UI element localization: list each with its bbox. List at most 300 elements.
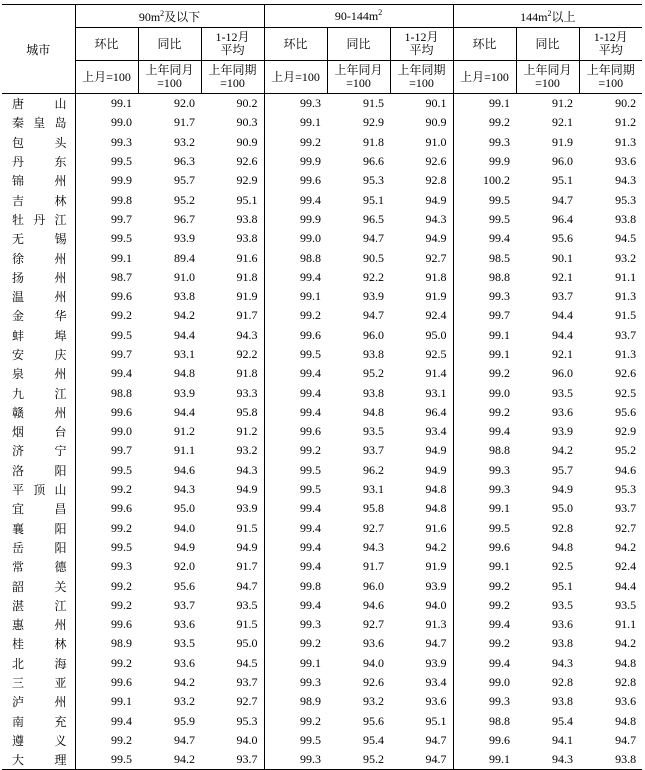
index-value: 95.1 [363, 192, 385, 207]
index-value: 99.2 [300, 134, 322, 149]
table-row [2, 731, 642, 750]
index-value: 93.4 [390, 422, 453, 441]
index-value: 99.5 [300, 462, 322, 477]
city-name: 蚌埠 [2, 326, 75, 345]
city-name: 安庆 [2, 345, 75, 364]
index-value: 99.1 [111, 250, 132, 265]
index-value: 95.6 [174, 578, 195, 593]
index-value: 99.5 [300, 482, 322, 497]
index-value: 94.0 [201, 731, 264, 750]
index-value: 95.4 [552, 713, 574, 728]
index-value: 98.8 [489, 443, 511, 458]
index-value: 99.1 [111, 96, 132, 111]
index-value: 93.6 [390, 692, 453, 711]
index-value: 92.2 [363, 269, 385, 284]
index-value: 93.6 [552, 617, 574, 632]
index-value: 99.2 [489, 597, 511, 612]
index-value: 99.4 [300, 501, 322, 516]
index-value: 91.3 [615, 347, 637, 361]
index-value: 94.2 [174, 308, 195, 323]
table-row [2, 113, 642, 132]
index-value: 93.5 [363, 424, 385, 439]
index-value: 91.2 [174, 424, 195, 439]
index-value: 92.9 [363, 115, 385, 130]
index-value: 98.7 [111, 269, 132, 284]
index-value: 93.8 [615, 211, 637, 226]
col-header-annual-avg: 1-12月 平均 [390, 28, 453, 61]
index-value: 92.5 [552, 559, 574, 574]
index-value: 96.0 [363, 578, 385, 593]
group-header-small: $90m^2$及以下 [75, 5, 264, 28]
index-value: 99.0 [111, 115, 132, 130]
table-row [2, 712, 642, 731]
index-value: 91.1 [615, 617, 637, 632]
index-value: 99.5 [111, 231, 132, 246]
index-value: 96.5 [363, 211, 385, 226]
city-name: 襄阳 [2, 519, 75, 538]
index-value: 94.2 [552, 443, 574, 458]
index-value: 99.6 [111, 617, 132, 632]
index-value: 91.2 [201, 422, 264, 441]
index-value: 99.4 [300, 366, 322, 381]
index-value: 99.3 [489, 462, 511, 477]
index-value: 91.4 [390, 364, 453, 383]
index-value: 95.2 [363, 366, 385, 381]
index-value: 93.2 [615, 250, 637, 265]
table-row [2, 538, 642, 557]
index-value: 99.6 [300, 327, 322, 342]
col-header-mom: 环比 [264, 28, 327, 61]
index-value: 94.3 [363, 539, 385, 554]
city-name: 惠州 [2, 615, 75, 634]
col-header-yoy: 同比 [138, 28, 201, 61]
index-value: 93.1 [174, 347, 195, 361]
index-value: 99.4 [300, 539, 322, 554]
index-value: 95.7 [552, 462, 574, 477]
index-value: 99.2 [111, 597, 132, 612]
city-name: 唐山 [2, 94, 75, 114]
index-value: 94.6 [615, 462, 637, 477]
index-value: 99.2 [111, 732, 132, 747]
index-value: 94.2 [390, 538, 453, 557]
table-row [2, 94, 642, 114]
index-value: 99.2 [489, 366, 511, 381]
index-value: 95.1 [201, 190, 264, 209]
index-value: 92.6 [363, 675, 385, 690]
city-name: 秦皇岛 [2, 113, 75, 132]
group-header-medium: $90-144m^2$ [264, 5, 453, 28]
index-value: 93.6 [552, 404, 574, 419]
index-value: 94.2 [174, 675, 195, 690]
index-value: 90.9 [201, 133, 264, 152]
index-value: 94.3 [390, 210, 453, 229]
index-value: 91.7 [201, 557, 264, 576]
index-value: 99.5 [300, 347, 322, 361]
index-value: 94.2 [615, 539, 637, 554]
index-value: 99.4 [300, 192, 322, 207]
index-value: 93.2 [174, 694, 195, 709]
index-value: 93.7 [174, 597, 195, 612]
index-value: 93.9 [390, 654, 453, 673]
index-value: 90.1 [390, 94, 453, 114]
index-value: 93.5 [174, 636, 195, 651]
index-value: 94.9 [390, 461, 453, 480]
city-name: 徐州 [2, 248, 75, 267]
index-value: 98.9 [300, 694, 322, 709]
index-value: 92.9 [201, 171, 264, 190]
table-row [2, 634, 642, 653]
city-name: 丹东 [2, 152, 75, 171]
index-value: 93.5 [201, 596, 264, 615]
table-row [2, 248, 642, 267]
index-value: 99.9 [111, 173, 132, 188]
index-value: 90.9 [390, 113, 453, 132]
index-value: 94.8 [615, 655, 637, 670]
table-row [2, 519, 642, 538]
base-header-same-period: 上年同期 =100 [390, 61, 453, 94]
index-value: 93.8 [363, 385, 385, 400]
index-value: 99.3 [300, 96, 322, 111]
index-value: 98.5 [489, 250, 511, 265]
col-header-annual-avg: 1-12月 平均 [201, 28, 264, 61]
index-value: 99.5 [111, 539, 132, 554]
index-value: 92.6 [390, 152, 453, 171]
index-value: 99.2 [111, 520, 132, 535]
index-value: 92.8 [552, 520, 574, 535]
index-value: 93.6 [363, 636, 385, 651]
index-value: 99.1 [453, 750, 516, 770]
index-value: 95.2 [615, 443, 637, 458]
index-value: 99.5 [111, 327, 132, 342]
index-value: 92.0 [174, 559, 195, 574]
index-value: 91.3 [390, 615, 453, 634]
index-value: 94.4 [174, 404, 195, 419]
index-value: 99.3 [489, 482, 511, 497]
index-value: 96.3 [174, 154, 195, 169]
city-name: 平顶山 [2, 480, 75, 499]
index-value: 93.6 [174, 655, 195, 670]
index-value: 91.0 [174, 269, 195, 284]
index-value: 91.9 [390, 557, 453, 576]
index-value: 92.9 [615, 424, 637, 439]
index-value: 92.4 [615, 559, 637, 574]
index-value: 94.9 [201, 538, 264, 557]
index-value: 94.8 [615, 713, 637, 728]
index-value: 99.4 [111, 713, 132, 728]
index-value: 93.8 [552, 694, 574, 709]
table-row [2, 576, 642, 595]
index-value: 99.1 [489, 501, 511, 516]
index-value: 99.0 [300, 231, 322, 246]
index-value: 99.9 [489, 154, 511, 169]
index-value: 99.0 [489, 385, 511, 400]
index-value: 91.9 [201, 287, 264, 306]
index-value: 95.0 [552, 501, 574, 516]
index-value: 99.5 [75, 750, 138, 770]
index-value: 95.9 [174, 713, 195, 728]
index-value: 91.2 [552, 96, 574, 111]
index-value: 93.9 [552, 424, 574, 439]
index-value: 99.4 [489, 655, 511, 670]
index-value: 95.6 [363, 713, 385, 728]
index-value: 91.8 [363, 134, 385, 149]
index-value: 99.5 [300, 732, 322, 747]
city-name: 韶关 [2, 576, 75, 595]
base-header-same-period: 上年同期 =100 [201, 61, 264, 94]
index-value: 91.6 [201, 248, 264, 267]
table-row [2, 692, 642, 711]
index-value: 94.9 [552, 482, 574, 497]
index-value: 93.9 [363, 289, 385, 304]
index-value: 94.7 [201, 576, 264, 595]
base-header-same-month: 上年同月 =100 [516, 61, 579, 94]
city-name: 大理 [2, 750, 75, 770]
index-value: 92.0 [174, 96, 195, 111]
index-value: 93.6 [174, 617, 195, 632]
index-value: 91.9 [390, 287, 453, 306]
index-value: 90.2 [615, 96, 637, 111]
index-value: 99.1 [300, 655, 322, 670]
index-value: 99.0 [489, 675, 511, 690]
table-row [2, 268, 642, 287]
city-name: 宜昌 [2, 499, 75, 518]
index-value: 95.0 [390, 326, 453, 345]
index-value: 99.1 [489, 96, 511, 111]
index-value: 91.5 [615, 308, 637, 323]
index-value: 91.1 [174, 443, 195, 458]
table-row [2, 654, 642, 673]
index-value: 94.0 [363, 655, 385, 670]
city-column-header: 城市 [2, 5, 75, 94]
index-value: 99.1 [489, 347, 511, 361]
index-value: 92.1 [552, 347, 574, 361]
index-value: 96.7 [174, 211, 195, 226]
city-name: 常德 [2, 557, 75, 576]
index-value: 99.3 [489, 134, 511, 149]
city-name: 包头 [2, 133, 75, 152]
city-name: 赣州 [2, 403, 75, 422]
table-row [2, 441, 642, 460]
index-value: 99.5 [489, 192, 511, 207]
index-value: 99.2 [111, 482, 132, 497]
index-value: 92.5 [390, 345, 453, 364]
base-header-same-month: 上年同月 =100 [138, 61, 201, 94]
index-value: 93.5 [552, 385, 574, 400]
index-value: 95.6 [552, 231, 574, 246]
index-value: 93.2 [201, 441, 264, 460]
index-value: 99.3 [111, 134, 132, 149]
index-value: 99.1 [111, 694, 132, 709]
index-value: 95.3 [615, 192, 637, 207]
index-value: 98.9 [111, 636, 132, 651]
index-value: 99.2 [300, 308, 322, 323]
index-value: 95.3 [615, 482, 637, 497]
city-name: 吉林 [2, 190, 75, 209]
index-value: 94.7 [615, 732, 637, 747]
city-name: 无锡 [2, 229, 75, 248]
base-header-prev-month: 上月=100 [453, 61, 516, 94]
city-name: 桂林 [2, 634, 75, 653]
base-header-same-period: 上年同期 =100 [579, 61, 642, 94]
index-value: 96.4 [552, 211, 574, 226]
index-value: 95.4 [363, 732, 385, 747]
index-value: 92.6 [201, 152, 264, 171]
index-value: 93.9 [201, 499, 264, 518]
index-value: 98.8 [489, 713, 511, 728]
index-value: 92.2 [201, 345, 264, 364]
table-row [2, 615, 642, 634]
index-value: 95.2 [327, 750, 390, 770]
index-value: 93.9 [174, 231, 195, 246]
city-name: 遵义 [2, 731, 75, 750]
index-value: 94.7 [390, 634, 453, 653]
index-value: 94.2 [138, 750, 201, 770]
table-row [2, 133, 642, 152]
index-value: 99.4 [300, 520, 322, 535]
index-value: 91.8 [201, 268, 264, 287]
index-value: 99.2 [489, 636, 511, 651]
index-value: 99.0 [111, 424, 132, 439]
col-header-yoy: 同比 [327, 28, 390, 61]
index-value: 89.4 [174, 250, 195, 265]
index-value: 94.7 [174, 732, 195, 747]
index-value: 94.3 [516, 750, 579, 770]
index-value: 95.6 [615, 404, 637, 419]
index-value: 93.8 [201, 229, 264, 248]
index-value: 99.3 [111, 559, 132, 574]
index-value: 99.2 [111, 578, 132, 593]
index-value: 99.7 [489, 308, 511, 323]
index-value: 99.4 [300, 269, 322, 284]
index-value: 92.6 [615, 366, 637, 381]
index-value: 94.5 [201, 654, 264, 673]
index-value: 99.3 [489, 289, 511, 304]
index-value: 99.6 [489, 539, 511, 554]
index-value: 99.1 [489, 327, 511, 342]
index-value: 93.8 [579, 750, 642, 770]
index-value: 92.8 [552, 675, 574, 690]
city-name: 湛江 [2, 596, 75, 615]
index-value: 99.2 [111, 655, 132, 670]
index-value: 94.4 [615, 578, 637, 593]
index-value: 95.8 [363, 501, 385, 516]
index-value: 99.4 [300, 404, 322, 419]
index-value: 90.3 [201, 113, 264, 132]
index-value: 95.3 [201, 712, 264, 731]
index-value: 95.0 [174, 501, 195, 516]
index-value: 91.2 [615, 115, 637, 130]
index-value: 91.8 [201, 364, 264, 383]
index-value: 96.2 [363, 462, 385, 477]
base-header-prev-month: 上月=100 [264, 61, 327, 94]
col-header-mom: 环比 [75, 28, 138, 61]
index-value: 93.7 [615, 501, 637, 516]
city-name: 泉州 [2, 364, 75, 383]
index-value: 94.6 [363, 597, 385, 612]
index-value: 94.8 [390, 480, 453, 499]
index-value: 94.9 [390, 190, 453, 209]
index-value: 93.7 [201, 673, 264, 692]
index-value: 93.8 [552, 636, 574, 651]
index-value: 99.4 [489, 231, 511, 246]
index-value: 91.5 [201, 519, 264, 538]
index-value: 99.4 [489, 424, 511, 439]
index-value: 99.1 [489, 559, 511, 574]
index-value: 94.8 [552, 539, 574, 554]
city-name: 扬州 [2, 268, 75, 287]
index-value: 93.1 [363, 482, 385, 497]
index-value: 93.6 [615, 694, 637, 709]
index-value: 93.7 [201, 750, 264, 770]
index-value: 91.7 [174, 115, 195, 130]
index-value: 98.8 [111, 385, 132, 400]
index-value: 99.6 [111, 404, 132, 419]
index-value: 95.8 [201, 403, 264, 422]
index-value: 99.6 [300, 424, 322, 439]
index-value: 94.7 [552, 192, 574, 207]
table-row [2, 499, 642, 518]
index-value: 91.8 [390, 268, 453, 287]
index-value: 93.8 [174, 289, 195, 304]
index-value: 94.9 [390, 229, 453, 248]
index-value: 99.6 [489, 732, 511, 747]
index-value: 92.1 [552, 115, 574, 130]
index-value: 93.3 [201, 383, 264, 402]
index-value: 99.7 [111, 443, 132, 458]
base-header-same-month: 上年同月 =100 [327, 61, 390, 94]
index-value: 92.8 [390, 171, 453, 190]
index-value: 99.6 [111, 675, 132, 690]
table-row [2, 287, 642, 306]
index-value: 93.5 [552, 597, 574, 612]
index-value: 91.3 [615, 289, 637, 304]
index-value: 90.2 [201, 94, 264, 114]
index-value: 94.4 [552, 327, 574, 342]
city-name: 金华 [2, 306, 75, 325]
index-value: 93.9 [390, 576, 453, 595]
index-value: 92.7 [390, 248, 453, 267]
table-row [2, 403, 642, 422]
table-row [2, 326, 642, 345]
index-value: 94.8 [390, 499, 453, 518]
index-value: 94.7 [390, 731, 453, 750]
city-name: 泸州 [2, 692, 75, 711]
index-value: 94.1 [552, 732, 574, 747]
index-value: 93.6 [615, 154, 637, 169]
index-value: 91.7 [201, 306, 264, 325]
index-value: 93.1 [390, 383, 453, 402]
index-value: 99.9 [300, 154, 322, 169]
index-value: 98.8 [489, 269, 511, 284]
index-value: 99.6 [300, 173, 322, 188]
index-value: 99.1 [300, 115, 322, 130]
index-value: 93.8 [363, 347, 385, 361]
base-header-prev-month: 上月=100 [75, 61, 138, 94]
index-value: 92.5 [615, 385, 637, 400]
city-name: 三亚 [2, 673, 75, 692]
group-header-large: $144m^2$以上 [453, 5, 642, 28]
city-name: 南充 [2, 712, 75, 731]
index-value: 91.7 [363, 559, 385, 574]
index-value: 96.4 [390, 403, 453, 422]
index-value: 99.4 [489, 617, 511, 632]
index-value: 94.0 [390, 596, 453, 615]
table-row [2, 557, 642, 576]
index-value: 99.2 [489, 115, 511, 130]
col-header-annual-avg: 1-12月 平均 [579, 28, 642, 61]
index-value: 99.5 [489, 520, 511, 535]
index-value: 99.4 [111, 366, 132, 381]
